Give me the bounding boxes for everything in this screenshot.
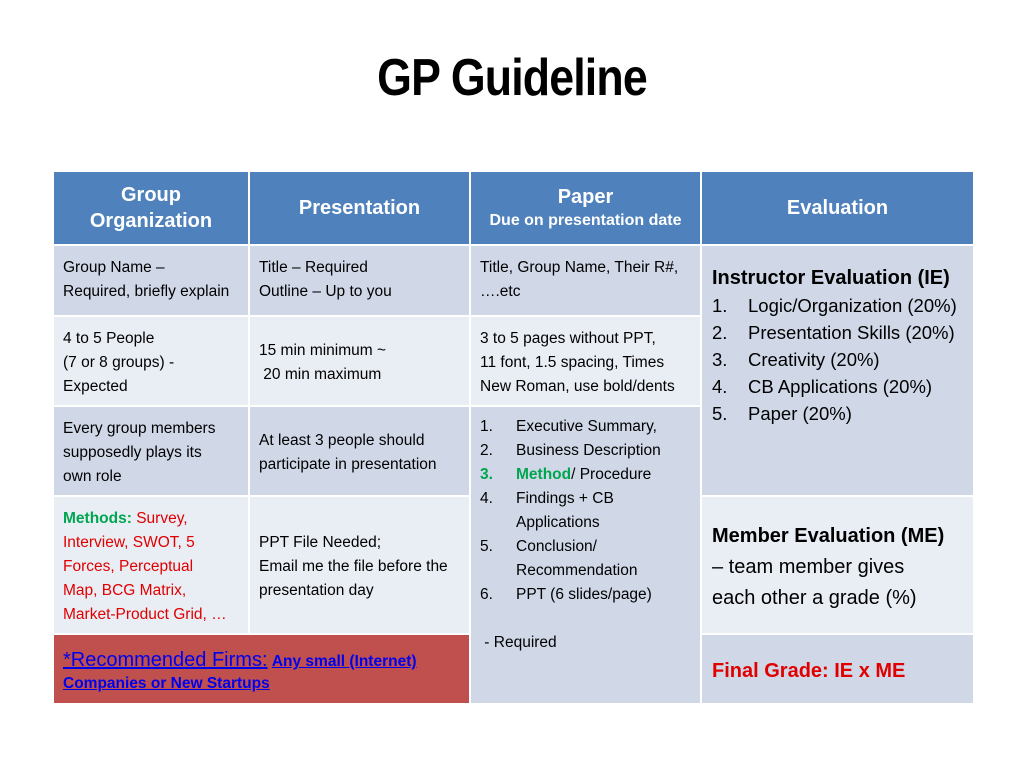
header-presentation	[249, 171, 470, 245]
me-title: Member Evaluation (ME)	[712, 524, 945, 547]
ie-item-num: 3.	[712, 349, 728, 370]
header-presentation-label: Presentation	[298, 197, 421, 219]
paper-row1-line1: Title, Group Name, Their R#,	[480, 259, 679, 276]
paper-item-method: Method	[516, 466, 572, 483]
presentation-ppt-cell	[249, 496, 470, 634]
presentation-row1-line1: Title – Required	[259, 259, 368, 276]
header-group-line2: Organization	[89, 210, 213, 232]
paper-title-cell	[470, 245, 701, 316]
paper-row1-line2: ….etc	[480, 283, 521, 300]
methods-line1: Survey,	[136, 510, 188, 527]
paper-item-text: PPT (6 slides/page)	[516, 586, 652, 603]
ie-item	[712, 346, 965, 373]
presentation-row2-line1: 15 min minimum ~	[259, 342, 387, 359]
header-evaluation	[701, 171, 974, 245]
group-row2-line1: 4 to 5 People	[63, 330, 155, 347]
group-row2-line3: Expected	[63, 378, 128, 395]
ie-item-text: Logic/Organization (20%)	[748, 295, 957, 316]
group-row3-line1: Every group members	[63, 420, 216, 437]
paper-item-num: 6.	[480, 586, 493, 603]
ie-item-text: Paper (20%)	[748, 403, 852, 424]
presentation-row4-line1: PPT File Needed;	[259, 534, 382, 551]
ie-item	[712, 373, 965, 400]
presentation-people-cell	[249, 406, 470, 496]
group-size-cell	[53, 316, 249, 406]
ie-list	[712, 292, 965, 427]
header-group-organization	[53, 171, 249, 245]
header-paper-label: Paper	[557, 186, 614, 208]
ie-item-text: Presentation Skills (20%)	[748, 322, 955, 343]
presentation-row3-line1: At least 3 people should	[259, 432, 425, 449]
presentation-row2-line2: 20 min maximum	[259, 366, 382, 383]
paper-item-num: 4.	[480, 490, 493, 507]
presentation-row4-line3: presentation day	[259, 582, 374, 599]
paper-item-text: Conclusion/	[516, 538, 597, 555]
paper-item-text: Executive Summary,	[516, 418, 657, 435]
header-paper	[470, 171, 701, 245]
ie-item-num: 4.	[712, 376, 728, 397]
paper-contents-list	[480, 415, 692, 607]
ie-item-num: 2.	[712, 322, 728, 343]
paper-row2-line2: 11 font, 1.5 spacing, Times	[480, 354, 665, 371]
page-title: GP Guideline	[377, 49, 647, 107]
group-row1-line1: Group Name –	[63, 259, 165, 276]
ie-item	[712, 319, 965, 346]
header-group-line1: Group	[121, 184, 181, 206]
presentation-time-cell	[249, 316, 470, 406]
instructor-evaluation-cell	[701, 245, 974, 496]
paper-item	[480, 535, 692, 583]
paper-item-text: Findings + CB	[516, 490, 614, 507]
recommended-label[interactable]: *Recommended Firms:	[63, 649, 268, 671]
recommended-firms-cell	[53, 634, 470, 704]
me-line2: each other a grade (%)	[712, 586, 917, 609]
paper-item-text-cont: Recommendation	[516, 562, 638, 579]
paper-row2-line3: New Roman, use bold/dents	[480, 378, 675, 395]
header-evaluation-label: Evaluation	[786, 197, 889, 219]
paper-item-num: 5.	[480, 538, 493, 555]
methods-line2: Interview, SWOT, 5	[63, 534, 195, 551]
paper-item	[480, 439, 692, 463]
paper-item	[480, 463, 692, 487]
paper-contents-cell	[470, 406, 701, 704]
paper-item-text: / Procedure	[571, 466, 652, 483]
paper-item-text-cont: Applications	[516, 514, 600, 531]
recommended-link-part2[interactable]: Companies or New Startups	[63, 675, 270, 692]
paper-row2-line1: 3 to 5 pages without PPT,	[480, 330, 656, 347]
group-role-cell	[53, 406, 249, 496]
group-row3-line3: own role	[63, 468, 122, 485]
ie-item-text: Creativity (20%)	[748, 349, 880, 370]
paper-format-cell	[470, 316, 701, 406]
paper-item-num: 1.	[480, 418, 493, 435]
methods-line3: Forces, Perceptual	[63, 558, 194, 575]
group-methods-cell	[53, 496, 249, 634]
final-grade: Final Grade: IE x ME	[712, 660, 906, 682]
final-grade-cell	[701, 634, 974, 704]
paper-item	[480, 487, 692, 535]
me-line1: – team member gives	[712, 555, 905, 578]
paper-item	[480, 415, 692, 439]
recommended-link-part1[interactable]: Any small (Internet)	[271, 653, 417, 670]
group-row1-line2: Required, briefly explain	[63, 283, 230, 300]
paper-item	[480, 583, 692, 607]
ie-item-num: 5.	[712, 403, 728, 424]
methods-line5: Market-Product Grid, …	[63, 606, 227, 623]
presentation-row4-line2: Email me the file before the	[259, 558, 448, 575]
methods-label: Methods:	[63, 510, 132, 527]
paper-item-text: Business Description	[516, 442, 661, 459]
ie-item	[712, 292, 965, 319]
guideline-table	[52, 170, 975, 705]
header-paper-sub: Due on presentation date	[489, 212, 682, 229]
ie-title: Instructor Evaluation (IE)	[712, 267, 950, 289]
presentation-row3-line2: participate in presentation	[259, 456, 437, 473]
presentation-row1-line2: Outline – Up to you	[259, 283, 392, 300]
ie-item	[712, 400, 965, 427]
member-evaluation-cell	[701, 496, 974, 634]
ie-item-text: CB Applications (20%)	[748, 376, 933, 397]
presentation-title-cell	[249, 245, 470, 316]
group-row3-line2: supposedly plays its	[63, 444, 202, 461]
group-name-cell	[53, 245, 249, 316]
paper-item-num: 2.	[480, 442, 493, 459]
methods-line4: Map, BCG Matrix,	[63, 582, 187, 599]
group-row2-line2: (7 or 8 groups) -	[63, 354, 175, 371]
paper-item-num: 3.	[480, 466, 493, 483]
ie-item-num: 1.	[712, 295, 728, 316]
paper-required-note: - Required	[480, 634, 557, 651]
